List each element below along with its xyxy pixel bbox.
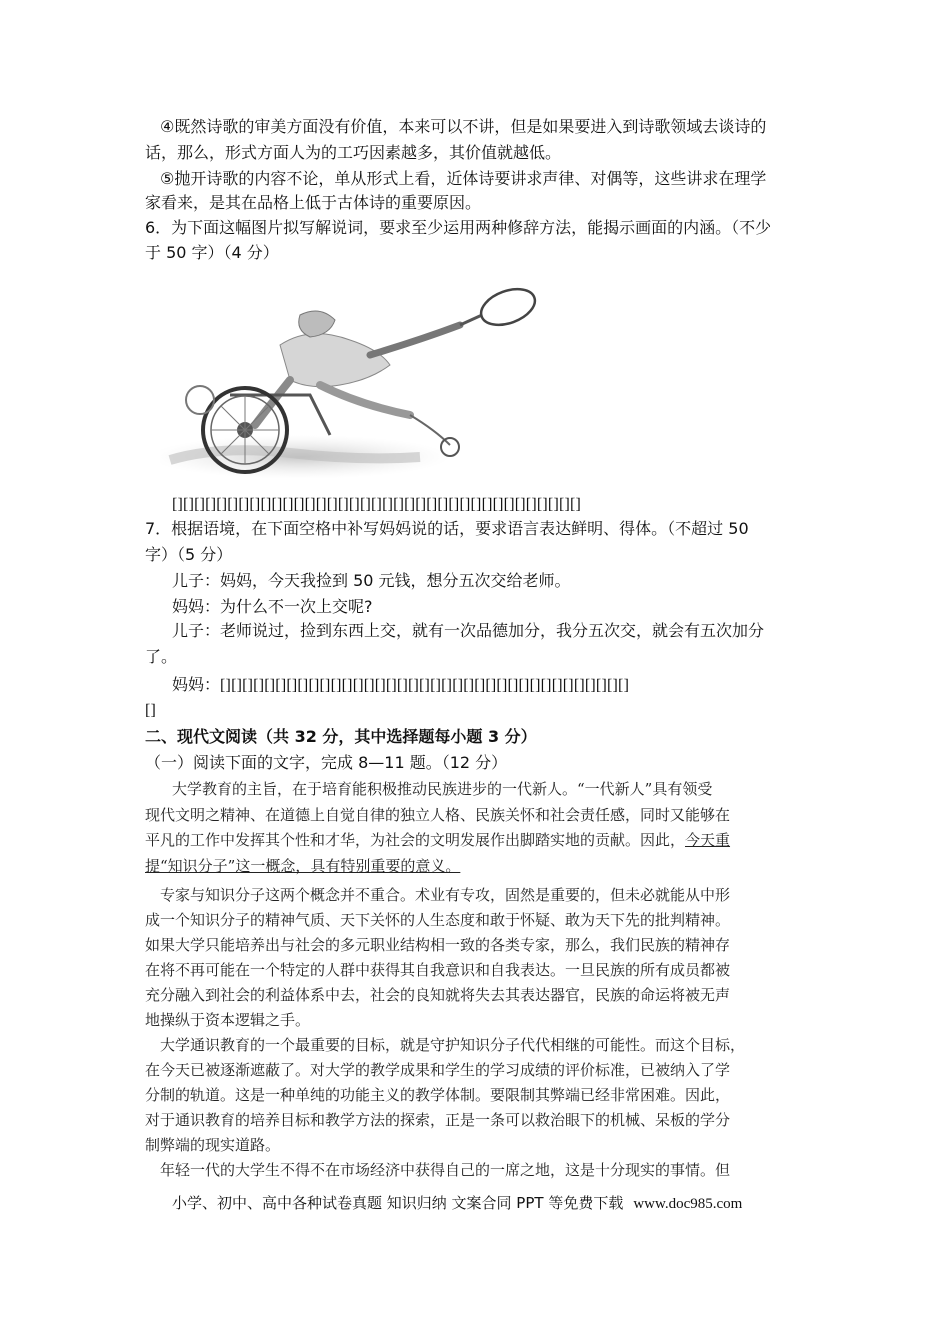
passage-p3-line1: 大学通识教育的一个最重要的目标，就是守护知识分子代代相继的可能性。而这个目标， — [160, 1036, 746, 1054]
section2-heading: 二、现代文阅读（共 32 分，其中选择题每小题 3 分） — [145, 727, 537, 746]
q7-mom-answer-row — [172, 674, 629, 697]
q7-dialog-son-2-line2: 了。 — [145, 647, 178, 666]
passage-underlined-phrase-part2: 提“知识分子”这一概念，具有特别重要的意义。 — [145, 857, 461, 875]
q7-mom-answer-boxes-tail[interactable]: [] — [145, 702, 157, 719]
passage-p1-line2: 现代文明之精神、在道德上自觉自律的独立人格、民族关怀和社会责任感，同时又能够在 — [145, 806, 731, 824]
passage-p3-line4: 对于通识教育的培养目标和教学方法的探索，正是一条可以救治眼下的机械、呆板的学分 — [145, 1111, 731, 1129]
passage-p1-line1: 大学教育的主旨，在于培育能积极推动民族进步的一代新人。“一代新人”具有领受 — [172, 780, 713, 798]
passage-p1-line3-text: 平凡的工作中发挥其个性和才华，为社会的文明发展作出脚踏实地的贡献。因此， — [145, 831, 686, 849]
q6-answer-boxes[interactable]: [][][][][][][][][][][][][][][][][][][][][][][][][][][][][][][][][][][][][] — [172, 496, 582, 513]
q5-item5-line1: ⑤抛开诗歌的内容不论，单从形式上看，近体诗要讲求声律、对偶等，这些讲求在理学 — [160, 169, 767, 188]
passage-p1-line3 — [145, 829, 730, 851]
section2-subheading: （一）阅读下面的文字，完成 8—11 题。（12 分） — [145, 753, 508, 772]
q6-prompt-line2: 于 50 字）（4 分） — [145, 243, 279, 262]
q7-dialog-mom-1: 妈妈：为什么不一次上交呢? — [172, 597, 373, 616]
passage-p2-line4: 在将不再可能在一个特定的人群中获得其自我意识和自我表达。一旦民族的所有成员都被 — [145, 961, 731, 979]
passage-p2-line2: 成一个知识分子的精神气质、天下关怀的人生态度和敢于怀疑、敢为天下先的批判精神。 — [145, 911, 731, 929]
q7-dialog-son-2-line1: 儿子：老师说过，捡到东西上交，就有一次品德加分，我分五次交，就会有五次加分 — [172, 621, 765, 640]
wheelchair-tennis-player-sketch-icon — [160, 285, 550, 485]
passage-p2-line3: 如果大学只能培养出与社会的多元职业结构相一致的各类专家，那么，我们民族的精神存 — [145, 936, 731, 954]
q5-item4-line1: ④既然诗歌的审美方面没有价值，本来可以不讲，但是如果要进入到诗歌领域去谈诗的 — [160, 117, 767, 136]
passage-p2-line6: 地操纵于资本逻辑之手。 — [145, 1011, 311, 1029]
q7-prompt-line1: 7．根据语境，在下面空格中补写妈妈说的话，要求语言表达鲜明、得体。（不超过 50 — [145, 519, 749, 538]
passage-underlined-phrase-part1: 今天重 — [685, 831, 731, 849]
passage-p3-line3: 分制的轨道。这是一种单纯的功能主义的教学体制。要限制其弊端已经非常困难。因此， — [145, 1086, 731, 1104]
passage-p3-line5: 制弊端的现实道路。 — [145, 1136, 281, 1154]
passage-p3-line2: 在今天已被逐渐遮蔽了。对大学的教学成果和学生的学习成绩的评价标准，已被纳入了学 — [145, 1061, 731, 1079]
q7-mom-label: 妈妈： — [172, 675, 221, 694]
q7-dialog-son-1: 儿子：妈妈，今天我捡到 50 元钱，想分五次交给老师。 — [172, 571, 571, 590]
footer-text: 小学、初中、高中各种试卷真题 知识归纳 文案合同 PPT 等免费下载 — [172, 1194, 624, 1212]
page-footer — [172, 1192, 742, 1215]
passage-p4-line1: 年轻一代的大学生不得不在市场经济中获得自己的一席之地，这是十分现实的事情。但 — [160, 1161, 731, 1179]
passage-p2-line5: 充分融入到社会的利益体系中去，社会的良知就将失去其表达器官，民族的命运将被无声 — [145, 986, 731, 1004]
q5-item4-line2: 话，那么，形式方面人为的工巧因素越多，其价值就越低。 — [145, 143, 562, 162]
q6-prompt-line1: 6．为下面这幅图片拟写解说词，要求至少运用两种修辞方法，能揭示画面的内涵。（不少 — [145, 218, 772, 237]
passage-p2-line1: 专家与知识分子这两个概念并不重合。术业有专攻，固然是重要的，但未必就能从中形 — [160, 886, 731, 904]
q5-item5-line2: 家看来，是其在品格上低于古体诗的重要原因。 — [145, 193, 482, 212]
q7-mom-answer-boxes[interactable]: [][][][][][][][][][][][][][][][][][][][][][][][][][][][][][][][][][][][][] — [220, 677, 630, 694]
footer-site-link[interactable]: www.doc985.com — [633, 1196, 743, 1212]
q7-prompt-line2: 字）（5 分） — [145, 545, 233, 564]
